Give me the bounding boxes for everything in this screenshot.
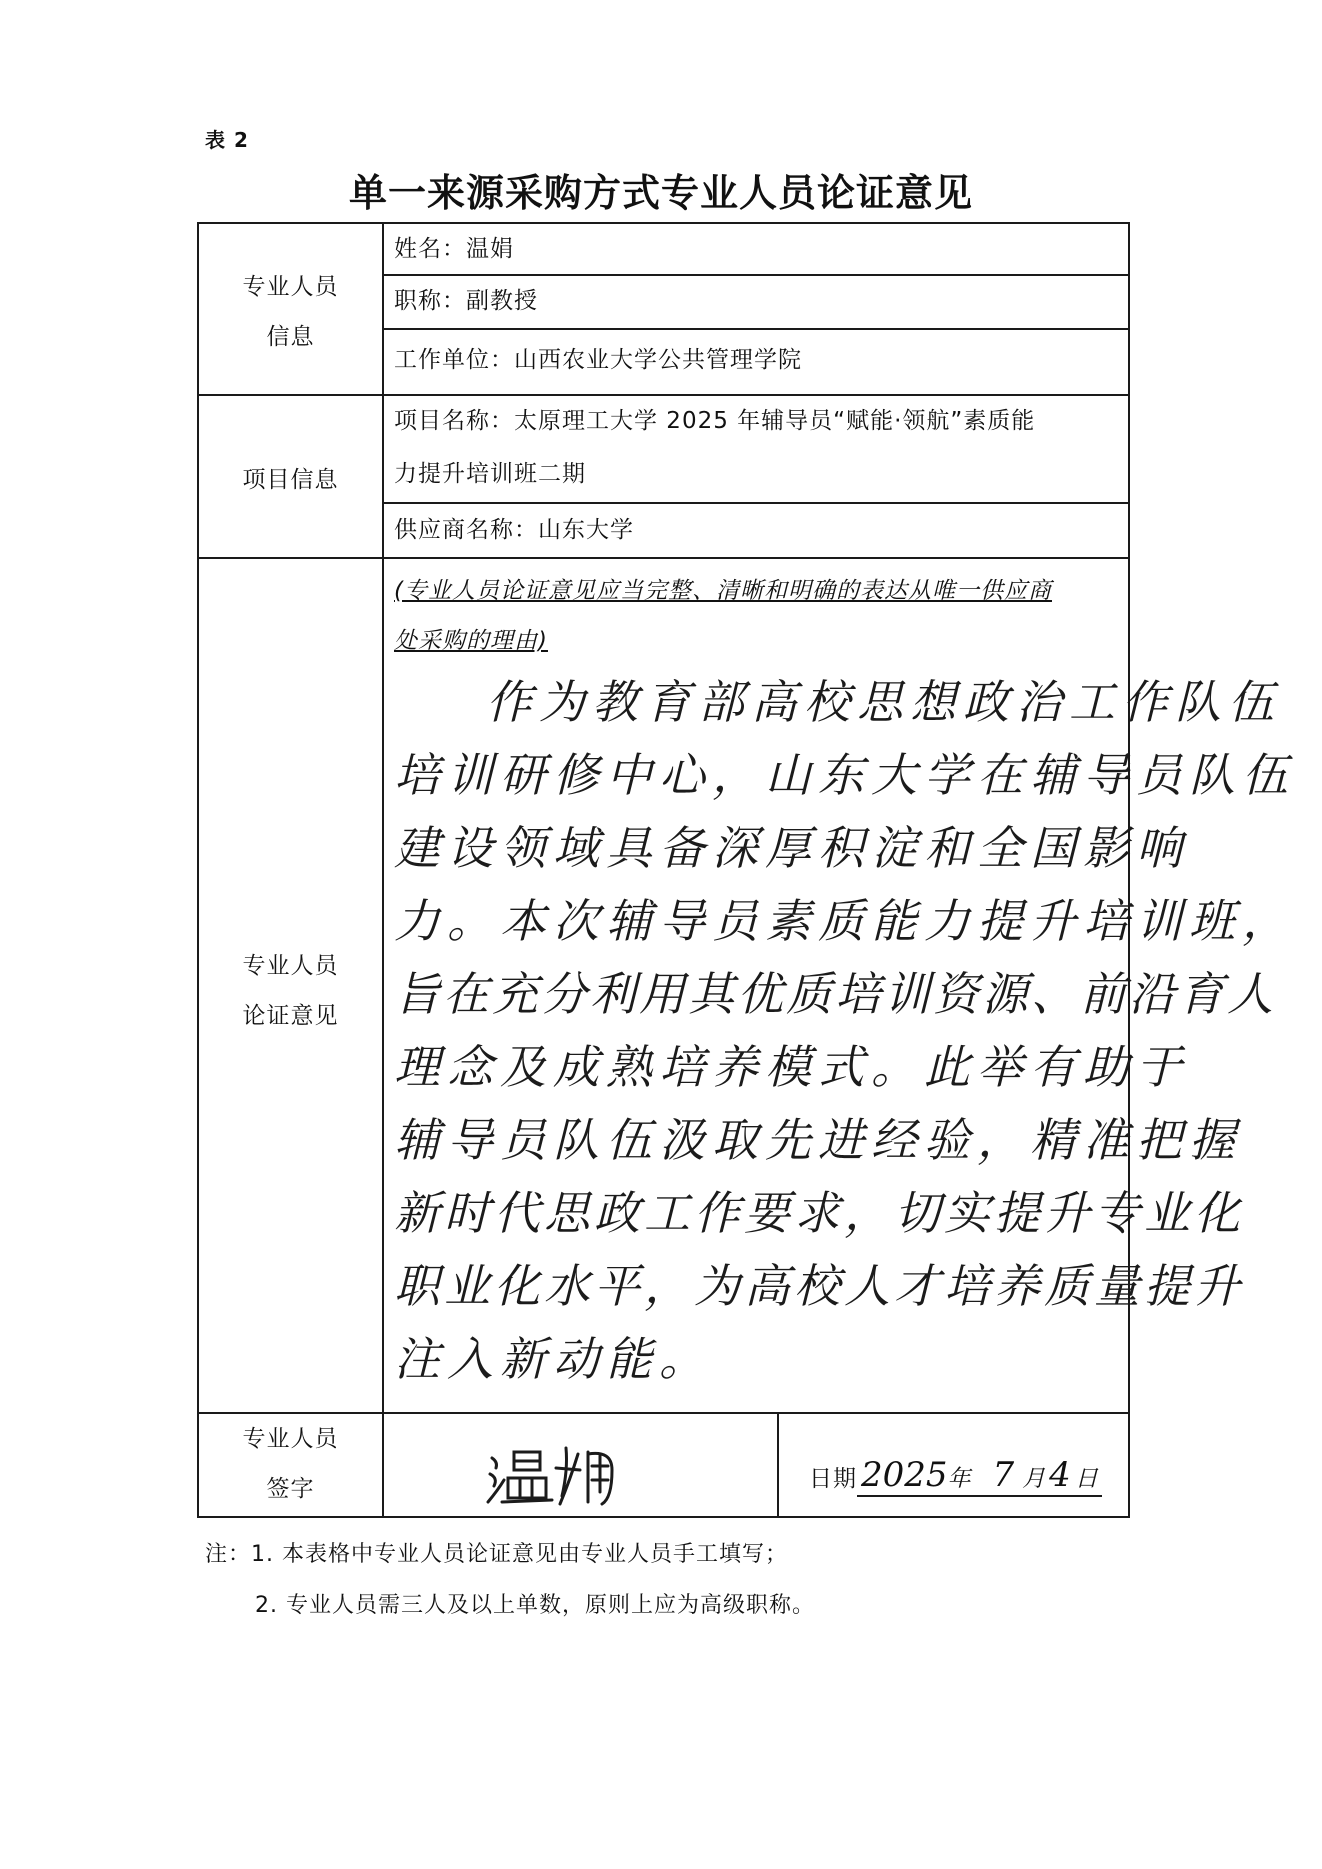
month-char: 月 (1022, 1466, 1046, 1492)
expert-unit: 工作单位：山西农业大学公共管理学院 (394, 347, 802, 373)
expert-info-label-line1: 专业人员 (242, 274, 339, 300)
date-field (809, 1455, 1102, 1497)
expert-info-label (199, 262, 382, 362)
project-name-line2: 力提升培训班二期 (394, 461, 586, 487)
opinion-label (199, 941, 382, 1041)
handwritten-signature (484, 1440, 624, 1510)
signature-label (199, 1414, 382, 1514)
note-2: 2. 专业人员需三人及以上单数，原则上应为高级职称。 (255, 1593, 815, 1618)
note-1: 注：1. 本表格中专业人员论证意见由专业人员手工填写； (205, 1542, 788, 1567)
document-title: 单一来源采购方式专业人员论证意见 (348, 171, 973, 215)
date-year: 2025 (861, 1455, 948, 1495)
opinion-label-line1: 专业人员 (242, 953, 339, 979)
date-underline (857, 1455, 1102, 1497)
handwritten-line: 培训研修中心，山东大学在辅导员队伍 (394, 748, 1295, 802)
opinion-label-line2: 论证意见 (242, 1003, 339, 1029)
section-divider (199, 557, 1128, 559)
supplier-name: 供应商名称：山东大学 (394, 517, 634, 543)
signature-label-line1: 专业人员 (242, 1426, 339, 1452)
label-column-divider (382, 224, 384, 1516)
handwritten-line: 职业化水平，为高校人才培养质量提升 (394, 1259, 1244, 1313)
signature-label-line2: 签字 (266, 1476, 315, 1502)
opinion-instruction (394, 566, 1124, 666)
handwritten-line: 旨在充分利用其优质培训资源、前沿育人 (394, 967, 1276, 1021)
handwritten-line: 力。本次辅导员素质能力提升培训班， (394, 894, 1295, 948)
expert-name: 姓名：温娟 (394, 236, 514, 262)
project-info-label: 项目信息 (242, 467, 339, 493)
handwritten-line: 理念及成熟培养模式。此举有助于 (394, 1040, 1189, 1094)
day-char: 日 (1074, 1466, 1098, 1492)
row-divider (382, 502, 1128, 504)
section-divider (199, 394, 1128, 396)
handwritten-line: 新时代思政工作要求，切实提升专业化 (394, 1186, 1244, 1240)
date-day: 4 (1049, 1455, 1071, 1495)
opinion-instruction-line2: 处采购的理由) (394, 628, 548, 654)
row-divider (382, 328, 1128, 330)
expert-info-label-line2: 信息 (266, 324, 315, 350)
project-name-line1: 项目名称：太原理工大学 2025 年辅导员“赋能·领航”素质能 (394, 408, 1036, 434)
date-label: 日期 (809, 1466, 857, 1492)
handwritten-opinion (394, 666, 1295, 1396)
handwritten-line: 建设领域具备深厚积淀和全国影响 (394, 821, 1189, 875)
handwritten-line: 作为教育部高校思想政治工作队伍 (486, 675, 1281, 729)
date-month: 7 (992, 1455, 1015, 1495)
date-column-divider (777, 1412, 779, 1516)
year-char: 年 (947, 1466, 971, 1492)
row-divider (382, 274, 1128, 276)
table-number-label: 表 2 (205, 128, 249, 152)
handwritten-line: 辅导员队伍汲取先进经验，精准把握 (394, 1113, 1242, 1167)
handwritten-line: 注入新动能。 (394, 1332, 712, 1386)
opinion-instruction-line1: (专业人员论证意见应当完整、清晰和明确的表达从唯一供应商 (394, 578, 1052, 604)
opinion-form-table (197, 222, 1295, 1518)
expert-title: 职称：副教授 (394, 288, 538, 314)
